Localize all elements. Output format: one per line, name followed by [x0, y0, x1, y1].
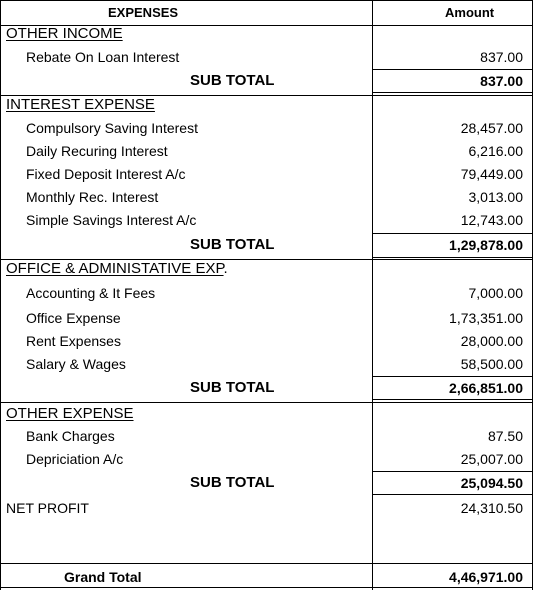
office-subtotal-bottom-rule	[372, 399, 533, 400]
office-item-label: Accounting & It Fees	[26, 285, 156, 301]
office-item-amount: 7,000.00	[468, 285, 523, 301]
interest-item-amount: 12,743.00	[460, 212, 523, 228]
interest-item-label: Compulsory Saving Interest	[26, 120, 198, 136]
office-subtotal-label: SUB TOTAL	[190, 379, 275, 396]
column-divider	[372, 0, 373, 590]
other-expense-subtotal-top-rule	[372, 471, 533, 472]
other-expense-subtotal-amount: 25,094.50	[460, 475, 523, 491]
net-profit-label: NET PROFIT	[6, 500, 89, 516]
grand-total-amount: 4,46,971.00	[449, 569, 523, 585]
interest-subtotal-bottom-rule	[372, 257, 533, 258]
office-subtotal-top-rule	[372, 376, 533, 377]
amount-column-header: Amount	[445, 5, 495, 20]
interest-item-label: Fixed Deposit Interest A/c	[26, 166, 186, 182]
interest-expense-heading: INTEREST EXPENSE	[6, 96, 155, 113]
net-profit-amount: 24,310.50	[460, 500, 523, 516]
other-income-heading: OTHER INCOME	[6, 25, 123, 42]
other-income-subtotal-top-rule	[372, 69, 533, 70]
other-income-subtotal-bottom-rule	[372, 92, 533, 93]
office-item-amount: 28,000.00	[460, 333, 523, 349]
top-border	[0, 0, 533, 1]
office-section-rule	[0, 402, 533, 403]
office-item-label: Office Expense	[26, 310, 121, 326]
other-expense-item-label: Depriciation A/c	[26, 451, 124, 467]
interest-item-amount: 6,216.00	[468, 143, 523, 159]
other-expense-item-amount: 87.50	[487, 428, 523, 444]
interest-subtotal-amount: 1,29,878.00	[449, 237, 523, 253]
other-expense-heading: OTHER EXPENSE	[6, 405, 134, 422]
other-income-item-label: Rebate On Loan Interest	[26, 49, 180, 65]
left-border	[0, 0, 1, 590]
other-income-item-amount: 837.00	[480, 49, 523, 65]
grand-total-bottom-rule	[0, 587, 533, 588]
other-expense-subtotal-label: SUB TOTAL	[190, 474, 275, 491]
office-item-amount: 1,73,351.00	[449, 310, 523, 326]
office-item-label: Salary & Wages	[26, 356, 126, 372]
other-expense-item-label: Bank Charges	[26, 428, 115, 444]
other-expense-item-amount: 25,007.00	[460, 451, 523, 467]
office-subtotal-amount: 2,66,851.00	[449, 380, 523, 396]
interest-item-amount: 28,457.00	[460, 120, 523, 136]
interest-subtotal-label: SUB TOTAL	[190, 236, 275, 253]
interest-item-label: Simple Savings Interest A/c	[26, 212, 197, 228]
interest-item-amount: 79,449.00	[460, 166, 523, 182]
grand-total-top-rule	[0, 563, 533, 564]
office-admin-heading-suffix: .	[223, 260, 228, 277]
other-income-subtotal-label: SUB TOTAL	[190, 72, 275, 89]
office-admin-heading: OFFICE & ADMINISTATIVE EXP	[6, 260, 224, 277]
other-income-subtotal-amount: 837.00	[480, 73, 523, 89]
office-item-label: Rent Expenses	[26, 333, 121, 349]
office-item-amount: 58,500.00	[460, 356, 523, 372]
office-admin-heading-row	[6, 261, 228, 277]
interest-subtotal-top-rule	[372, 233, 533, 234]
grand-total-label: Grand Total	[64, 569, 142, 585]
expenses-column-header: EXPENSES	[108, 5, 179, 20]
interest-item-label: Daily Recuring Interest	[26, 143, 168, 159]
other-expense-subtotal-bottom-rule	[372, 494, 533, 495]
interest-item-amount: 3,013.00	[468, 189, 523, 205]
interest-item-label: Monthly Rec. Interest	[26, 189, 159, 205]
